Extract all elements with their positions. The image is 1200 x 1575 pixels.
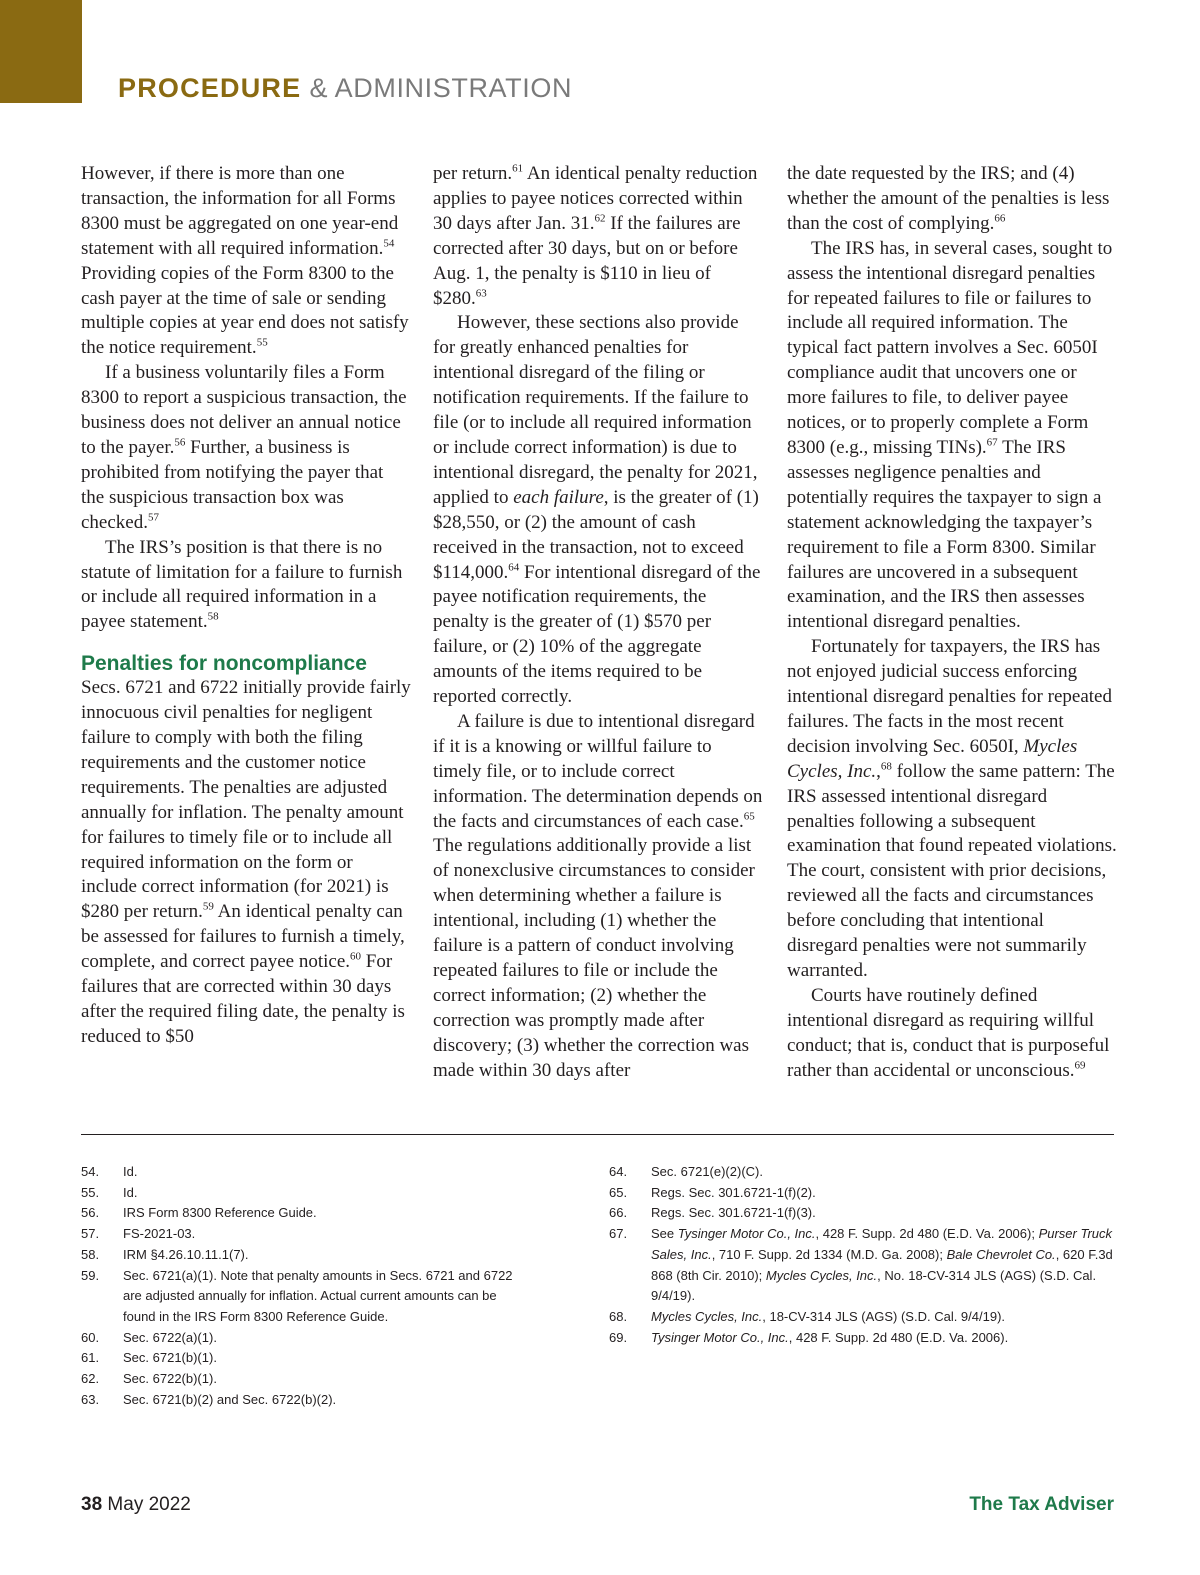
- footnote-divider: [81, 1134, 1114, 1135]
- issue-date: May 2022: [107, 1494, 191, 1515]
- section-header: [118, 73, 572, 104]
- footnote: 61. Sec. 6721(b)(1).: [81, 1350, 217, 1366]
- footnote: 57. FS-2021-03.: [81, 1226, 196, 1242]
- footnote: 69. Tysinger Motor Co., Inc., 428 F. Supp. 2d 480 (E.D. Va. 2006).: [609, 1329, 1009, 1345]
- article-column-3: [787, 162, 1117, 1084]
- footnote: 64. Sec. 6721(e)(2)(C).: [609, 1164, 763, 1179]
- corner-color-block: [0, 0, 82, 103]
- footnotes-left: [81, 1162, 531, 1410]
- footnote: 62. Sec. 6722(b)(1).: [81, 1371, 217, 1387]
- page-footer-left: [81, 1494, 191, 1516]
- footnote: 68. Mycles Cycles, Inc., 18-CV-314 JLS (AGS) (S.D. Cal. 9/4/19).: [609, 1308, 1006, 1324]
- footnote: 56. IRS Form 8300 Reference Guide.: [81, 1205, 317, 1221]
- paragraph: However, these sections also provide for greatly enhanced penalties for intentional disregard of the filing or notification requirements. If the failure to file (or to include all required information or include correct information) is due to intentional disregard, the penalty for 2021, applied to each failure, is the greater of (1) $28,550, or (2) the amount of cash received in the transaction, not to exceed $114,000.64 For intentional disregard of the payee notification requirements, the penalty is the greater of (1) $570 per failure, or (2) 10% of the aggregate amounts of the items required to be reported correctly.: [433, 312, 761, 708]
- footnotes-right: [609, 1162, 1119, 1348]
- footnote: 59. Sec. 6721(a)(1). Note that penalty amounts in Secs. 6721 and 6722 are adjusted annually for inflation. Actual current amounts can be found in the IRS Form 8300 Reference Guide.: [81, 1267, 513, 1324]
- footnote: 67. See Tysinger Motor Co., Inc., 428 F. Supp. 2d 480 (E.D. Va. 2006); Purser Truck Sales, Inc., 710 F. Supp. 2d 1334 (M.D. Ga. 2008); Bale Chevrolet Co., 620 F.3d 868 (8th Cir. 2010); Mycles Cycles, Inc., No. 18-CV-314 JLS (AGS) (S.D. Cal. 9/4/19).: [609, 1226, 1113, 1304]
- paragraph: per return.$^{61}$ An identical penalty reduction applies to payee notices corrected within 30 days after Jan. 31.62 If the failures are corrected after 30 days, but on or before Aug. 1, the penalty is $110 in lieu of $280.63: [433, 162, 758, 309]
- paragraph: If a business voluntarily files a Form 8300 to report a suspicious transaction, the business does not deliver an annual notice to the payer.$^{56}$ Further, a business is prohibited from notifying the payer that the suspicious transaction box was checked.$^{57}$: [81, 362, 407, 533]
- paragraph: Courts have routinely defined intentional disregard as requiring willful conduct; that is, conduct that is purposeful rather than accidental or unconscious.$^{69}$: [787, 984, 1110, 1081]
- page-number: 38: [81, 1494, 103, 1515]
- footnote: 54. Id.: [81, 1164, 138, 1179]
- paragraph: Fortunately for taxpayers, the IRS has not enjoyed judicial success enforcing intentional disregard penalties for repeated failures. The facts in the most recent decision involving Sec. 6050I, Mycles Cycles, Inc.,$^{68}$ follow the same pattern: The IRS assessed intentional disregard penalties following a subsequent examination that found repeated violations. The court, consistent with prior decisions, reviewed all the facts and circumstances before concluding that intentional disregard penalties were not summarily warranted.: [787, 636, 1117, 981]
- footnote: 55. Id.: [81, 1184, 138, 1200]
- paragraph: A failure is due to intentional disregard if it is a knowing or willful failure to timely file, or to include correct information. The determination depends on the facts and circumstances of each case.$^{65}$ The regulations additionally provide a list of nonexclusive circumstances to consider when determining whether a failure is intentional, including (1) whether the failure is a pattern of conduct involving repeated failures to file or include the correct information; (2) whether the correction was promptly made after discovery; (3) whether the correction was made within 30 days after: [433, 710, 763, 1081]
- section-header-rest: & ADMINISTRATION: [309, 73, 573, 103]
- article-column-2: [433, 162, 763, 1084]
- paragraph: the date requested by the IRS; and (4) whether the amount of the penalties is less than the cost of complying.$^{66}$: [787, 163, 1110, 234]
- footnote: 65. Regs. Sec. 301.6721-1(f)(2).: [609, 1184, 816, 1200]
- paragraph: Secs. 6721 and 6722 initially provide fairly innocuous civil penalties for negligent failure to comply with both the filing requirements and the customer notice requirements. The penalties are adjusted annually for inflation. The penalty amount for failures to timely file or to include all required information on the form or include correct information (for 2021) is $280 per return.$^{59}$ An identical penalty can be assessed for failures to furnish a timely, complete, and correct payee notice.$^{60}$ For failures that are corrected within 30 days after the required filing date, the penalty is reduced to $50: [81, 677, 411, 1047]
- publication-name: The Tax Adviser: [969, 1494, 1114, 1515]
- article-column-1: [81, 162, 411, 1050]
- section-header-bold: PROCEDURE: [118, 73, 302, 103]
- footnote: 60. Sec. 6722(a)(1).: [81, 1329, 217, 1345]
- footnote: 63. Sec. 6721(b)(2) and Sec. 6722(b)(2).: [81, 1391, 337, 1407]
- section-heading: Penalties for noncompliance: [81, 652, 367, 676]
- footnote: 58. IRM §4.26.10.11.1(7).: [81, 1246, 249, 1262]
- footnote: 66. Regs. Sec. 301.6721-1(f)(3).: [609, 1205, 816, 1221]
- paragraph: However, if there is more than one transaction, the information for all Forms 8300 must be aggregated on one year-end statement with all required information.$^{54}$ Providing copies of the Form 8300 to the cash payer at the time of sale or sending multiple copies at year end does not satisfy the notice requirement.$^{55}$: [81, 163, 409, 359]
- paragraph: The IRS has, in several cases, sought to assess the intentional disregard penalties for repeated failures to file or failures to include all required information. The typical fact pattern involves a Sec. 6050I compliance audit that uncovers one or more failures to file, to deliver payee notices, or to properly complete a Form 8300 (e.g., missing TINs).$^{67}$ The IRS assesses negligence penalties and potentially requires the taxpayer to sign a statement acknowledging the taxpayer’s requirement to file a Form 8300. Similar failures are uncovered in a subsequent examination, and the IRS then assesses intentional disregard penalties.: [787, 237, 1113, 633]
- paragraph: The IRS’s position is that there is no statute of limitation for a failure to furnish or include all required information in a payee statement.$^{58}$: [81, 536, 403, 633]
